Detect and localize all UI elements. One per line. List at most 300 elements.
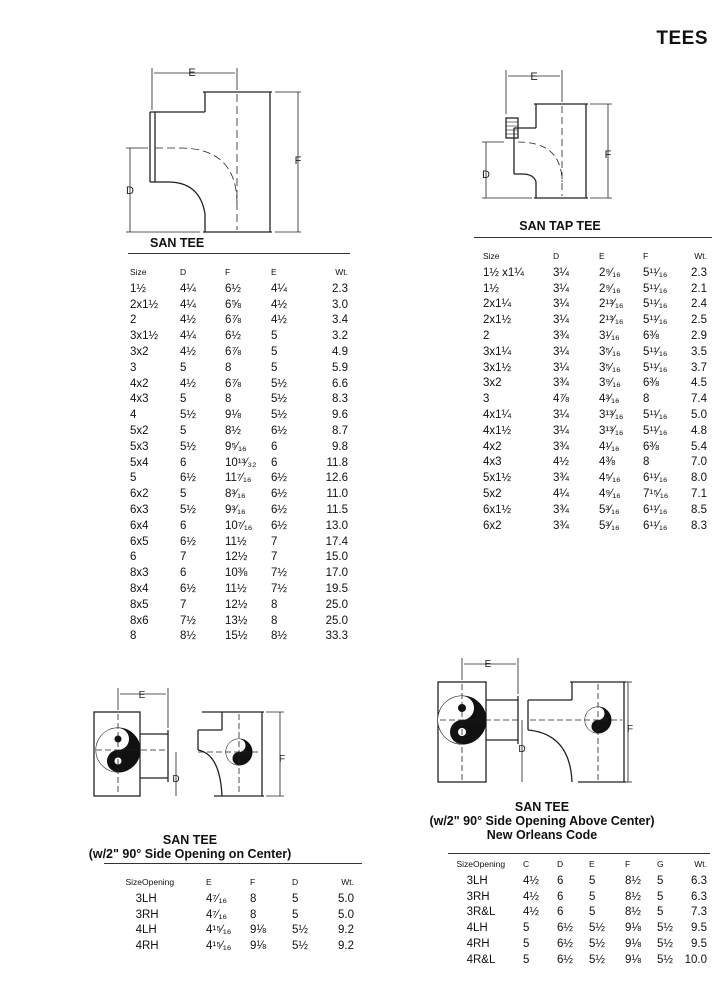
table-cell: 9⅛ bbox=[250, 924, 266, 937]
table-row bbox=[130, 439, 348, 455]
table-cell: 4x3 bbox=[483, 456, 502, 469]
table-row bbox=[483, 486, 707, 502]
d-dim-label: D bbox=[482, 169, 490, 181]
column-header: E bbox=[206, 877, 212, 887]
table-cell: 4¹⁵⁄₁₆ bbox=[206, 924, 232, 937]
table-cell: 11.0 bbox=[326, 488, 348, 501]
san-tee-side-center-diagram bbox=[84, 686, 304, 816]
table-row bbox=[130, 550, 348, 566]
table-cell: 8.5 bbox=[691, 503, 707, 516]
table-cell: 6 bbox=[130, 551, 137, 564]
table-cell: 5 bbox=[589, 874, 596, 887]
table-cell: 5½ bbox=[657, 922, 673, 935]
table-cell: 9.5 bbox=[691, 922, 707, 935]
table-cell: 6⅞ bbox=[225, 346, 241, 359]
table-cell: 6½ bbox=[557, 938, 573, 951]
table-cell: 8½ bbox=[625, 890, 641, 903]
d-dim-label: D bbox=[172, 774, 180, 785]
table-cell: 3¾ bbox=[553, 330, 569, 343]
e-dim-label: E bbox=[530, 71, 538, 83]
table-cell: 6½ bbox=[271, 504, 287, 517]
table-cell: 8 bbox=[250, 892, 257, 905]
table-cell: 2.5 bbox=[691, 314, 707, 327]
table-row bbox=[130, 407, 348, 423]
column-header: Wt. bbox=[694, 251, 707, 261]
table-cell: 15½ bbox=[225, 630, 248, 643]
table-cell: 7¹⁵⁄₁₆ bbox=[643, 488, 669, 501]
table-cell: 6.3 bbox=[691, 890, 707, 903]
table-row bbox=[483, 281, 707, 297]
table-cell: 8 bbox=[271, 598, 278, 611]
table-cell: 4 bbox=[130, 409, 137, 422]
table-cell: 5 bbox=[523, 938, 530, 951]
table-cell: 3⁹⁄₁₆ bbox=[599, 377, 621, 390]
table-cell: 5½ bbox=[292, 924, 308, 937]
table-row bbox=[108, 891, 354, 907]
table-cell: 4¼ bbox=[180, 282, 196, 295]
column-header: Size bbox=[130, 267, 147, 277]
table-cell: 6x4 bbox=[130, 519, 149, 532]
column-header: Wt. bbox=[341, 877, 354, 887]
table-cell: 6⅞ bbox=[225, 377, 241, 390]
san-tee-side-center-table bbox=[108, 877, 354, 954]
table-row bbox=[130, 313, 348, 329]
san-tap-tee-diagram bbox=[476, 70, 626, 210]
table-row bbox=[483, 502, 707, 518]
table-cell: 6½ bbox=[225, 282, 241, 295]
table-row bbox=[130, 581, 348, 597]
table-cell: RH bbox=[473, 890, 490, 903]
san-tee-side-above-caption bbox=[410, 800, 674, 842]
table-cell: 7.3 bbox=[691, 906, 707, 919]
table-row bbox=[108, 938, 354, 954]
table-cell: 5¹¹⁄₁₆ bbox=[643, 409, 668, 422]
table-row bbox=[483, 439, 707, 455]
table-cell: 5¹¹⁄₁₆ bbox=[643, 361, 668, 374]
table-row bbox=[451, 936, 707, 952]
table-cell: 2x1½ bbox=[483, 314, 512, 327]
table-cell: 1½ bbox=[483, 282, 499, 295]
table-cell: 11⁷⁄₁₆ bbox=[225, 472, 252, 485]
table-cell: 33.3 bbox=[325, 630, 348, 643]
table-row bbox=[483, 455, 707, 471]
table-cell: 3 bbox=[135, 892, 142, 905]
f-dim-label: F bbox=[604, 149, 612, 161]
table-cell: 4 bbox=[466, 922, 473, 935]
table-row bbox=[483, 344, 707, 360]
table-cell: 5 bbox=[180, 361, 187, 374]
table-cell: 9⅛ bbox=[625, 953, 641, 966]
table-cell: 5.0 bbox=[338, 892, 354, 905]
table-cell: 6 bbox=[180, 456, 187, 469]
table-cell: 2⁹⁄₁₆ bbox=[599, 266, 621, 279]
table-cell: 5¹¹⁄₁₆ bbox=[643, 314, 668, 327]
table-row bbox=[483, 360, 707, 376]
table-cell: 2.3 bbox=[332, 282, 348, 295]
table-row bbox=[483, 470, 707, 486]
table-cell: 5¹¹⁄₁₆ bbox=[643, 298, 668, 311]
table-cell: 9⁵⁄₁₆ bbox=[225, 440, 247, 453]
table-cell: 9⅛ bbox=[250, 940, 266, 953]
table-cell: 6 bbox=[557, 906, 564, 919]
table-row bbox=[130, 423, 348, 439]
table-cell: 10⅜ bbox=[225, 567, 248, 580]
table-cell: 5 bbox=[180, 393, 187, 406]
table-cell: 25.0 bbox=[325, 614, 348, 627]
table-cell: 6½ bbox=[557, 922, 573, 935]
table-cell: 4x2 bbox=[483, 440, 502, 453]
table-header-row bbox=[483, 251, 707, 265]
table-cell: 1½ x1¼ bbox=[483, 266, 524, 279]
san-tee-side-center-rule bbox=[104, 863, 362, 864]
table-cell: 5.0 bbox=[691, 409, 707, 422]
table-cell: 8x3 bbox=[130, 567, 149, 580]
table-cell: 8³⁄₁₆ bbox=[225, 488, 246, 501]
table-row bbox=[130, 597, 348, 613]
table-cell: 5 bbox=[523, 953, 530, 966]
table-row bbox=[451, 873, 707, 889]
table-row bbox=[130, 328, 348, 344]
table-cell: 3⁵⁄₁₆ bbox=[599, 345, 621, 358]
san-tee-side-above-table bbox=[451, 859, 707, 968]
table-cell: 25.0 bbox=[325, 598, 348, 611]
table-cell: 4½ bbox=[553, 456, 569, 469]
table-cell: 5½ bbox=[589, 922, 605, 935]
table-cell: 6½ bbox=[180, 583, 196, 596]
table-cell: 3 bbox=[466, 906, 473, 919]
table-cell: 3¹³⁄₁₆ bbox=[599, 424, 624, 437]
table-cell: 5.9 bbox=[332, 361, 348, 374]
table-cell: 3x1¼ bbox=[483, 345, 512, 358]
table-cell: 8x5 bbox=[130, 598, 149, 611]
table-cell: 2⁹⁄₁₆ bbox=[599, 282, 621, 295]
column-header: Size bbox=[483, 251, 500, 261]
column-header: C bbox=[523, 859, 530, 869]
table-cell: 5 bbox=[589, 890, 596, 903]
table-row bbox=[483, 391, 707, 407]
table-cell: 8 bbox=[130, 630, 137, 643]
table-cell: 9.6 bbox=[332, 409, 348, 422]
table-row bbox=[130, 360, 348, 376]
table-cell: 2 bbox=[483, 330, 490, 343]
table-cell: 4 bbox=[135, 940, 142, 953]
caption-line-2: (w/2" 90° Side Opening Above Center) bbox=[429, 814, 655, 828]
table-cell: 3¹³⁄₁₆ bbox=[599, 409, 624, 422]
table-cell: 5x1½ bbox=[483, 472, 512, 485]
table-row bbox=[130, 376, 348, 392]
table-cell: 3 bbox=[135, 908, 142, 921]
table-cell: 3¾ bbox=[553, 377, 569, 390]
table-cell: 6⅞ bbox=[225, 314, 241, 327]
table-cell: LH bbox=[142, 924, 157, 937]
table-cell: 4.5 bbox=[691, 377, 707, 390]
column-header: E bbox=[271, 267, 277, 277]
column-header: F bbox=[250, 877, 256, 887]
table-cell: 4¼ bbox=[180, 330, 196, 343]
table-cell: 3¼ bbox=[553, 409, 569, 422]
table-cell: 4⅜ bbox=[599, 456, 615, 469]
column-header: F bbox=[225, 267, 231, 277]
table-cell: 3x1½ bbox=[483, 361, 512, 374]
table-cell: 4⅞ bbox=[553, 393, 569, 406]
table-header-row bbox=[108, 877, 354, 891]
table-cell: 3⁵⁄₁₆ bbox=[599, 361, 621, 374]
table-cell: 6x5 bbox=[130, 535, 149, 548]
table-cell: 8½ bbox=[180, 630, 196, 643]
table-cell: 6½ bbox=[557, 953, 573, 966]
table-cell: 10⁷⁄₁₆ bbox=[225, 519, 253, 532]
table-cell: LH bbox=[473, 874, 488, 887]
table-cell: 4½ bbox=[523, 874, 539, 887]
column-header: Opening bbox=[473, 859, 506, 869]
table-cell: 6.3 bbox=[691, 874, 707, 887]
table-row bbox=[483, 518, 707, 534]
column-header: Size bbox=[125, 877, 142, 887]
table-cell: 4 bbox=[466, 953, 473, 966]
caption-line-1: SAN TEE bbox=[162, 833, 218, 847]
table-cell: RH bbox=[142, 908, 159, 921]
caption-line-1: SAN TEE bbox=[514, 800, 570, 814]
table-cell: 6x2 bbox=[483, 519, 502, 532]
table-row bbox=[483, 328, 707, 344]
table-cell: 6 bbox=[271, 456, 278, 469]
table-row bbox=[130, 502, 348, 518]
table-row bbox=[483, 312, 707, 328]
table-cell: 3¼ bbox=[553, 361, 569, 374]
table-cell: 12½ bbox=[225, 598, 248, 611]
table-cell: 5.0 bbox=[338, 908, 354, 921]
table-cell: 10.0 bbox=[684, 953, 707, 966]
table-cell: 6¹¹⁄₁₆ bbox=[643, 503, 668, 516]
table-cell: 8 bbox=[250, 908, 257, 921]
table-cell: 17.0 bbox=[325, 567, 348, 580]
table-cell: 5½ bbox=[180, 504, 196, 517]
table-cell: 8.7 bbox=[332, 425, 348, 438]
table-cell: 4½ bbox=[523, 890, 539, 903]
column-header: Wt. bbox=[694, 859, 707, 869]
caption-line-2: (w/2" 90° Side Opening on Center) bbox=[88, 847, 292, 861]
table-cell: 4 bbox=[466, 938, 473, 951]
table-cell: 8 bbox=[225, 393, 232, 406]
table-cell: 5³⁄₁₆ bbox=[599, 503, 620, 516]
table-cell: 5¹¹⁄₁₆ bbox=[643, 345, 668, 358]
table-cell: 4¹⁄₁₆ bbox=[599, 440, 620, 453]
table-cell: 5³⁄₁₆ bbox=[599, 519, 620, 532]
table-cell: 5 bbox=[292, 908, 299, 921]
table-cell: 4⁵⁄₁₆ bbox=[599, 472, 621, 485]
table-cell: 10¹³⁄₃₂ bbox=[225, 456, 257, 469]
e-dim-label: E bbox=[188, 67, 196, 79]
table-cell: 6.6 bbox=[332, 377, 348, 390]
table-cell: 9⅛ bbox=[625, 922, 641, 935]
table-cell: 3.4 bbox=[332, 314, 348, 327]
table-cell: RH bbox=[473, 938, 490, 951]
table-cell: 6x1½ bbox=[483, 503, 512, 516]
table-cell: 11.8 bbox=[326, 456, 348, 469]
table-cell: 5¹¹⁄₁₆ bbox=[643, 424, 668, 437]
table-cell: 5½ bbox=[292, 940, 308, 953]
table-cell: 3 bbox=[466, 874, 473, 887]
table-cell: 3¼ bbox=[553, 345, 569, 358]
column-header: Size bbox=[456, 859, 473, 869]
table-cell: 6x2 bbox=[130, 488, 149, 501]
table-cell: 5x2 bbox=[130, 425, 149, 438]
table-cell: 6⅝ bbox=[225, 298, 241, 311]
table-cell: 11½ bbox=[225, 535, 247, 548]
table-row bbox=[130, 455, 348, 471]
san-tap-tee-table bbox=[483, 251, 707, 534]
table-cell: 4⁹⁄₁₆ bbox=[599, 488, 621, 501]
table-cell: 19.5 bbox=[325, 583, 348, 596]
table-cell: 8 bbox=[643, 393, 650, 406]
table-cell: 3x1½ bbox=[130, 330, 159, 343]
table-cell: 6½ bbox=[180, 472, 196, 485]
table-cell: 8.3 bbox=[332, 393, 348, 406]
table-cell: 3¾ bbox=[553, 440, 569, 453]
table-cell: RH bbox=[142, 940, 159, 953]
table-row bbox=[130, 534, 348, 550]
column-header: E bbox=[599, 251, 605, 261]
table-cell: 5½ bbox=[271, 393, 287, 406]
table-cell: 7 bbox=[180, 598, 187, 611]
table-row bbox=[130, 486, 348, 502]
table-cell: 8.3 bbox=[691, 519, 707, 532]
table-cell: 3¾ bbox=[553, 519, 569, 532]
column-header: D bbox=[292, 877, 299, 887]
table-cell: 3 bbox=[130, 361, 137, 374]
table-cell: 9.2 bbox=[338, 924, 354, 937]
column-header: D bbox=[553, 251, 560, 261]
table-cell: 3x2 bbox=[483, 377, 502, 390]
table-cell: 4.8 bbox=[691, 424, 707, 437]
table-cell: 5 bbox=[130, 472, 137, 485]
table-cell: 3x2 bbox=[130, 346, 149, 359]
column-header: D bbox=[557, 859, 564, 869]
f-dim-label: F bbox=[626, 724, 634, 735]
table-cell: 9.8 bbox=[332, 440, 348, 453]
column-header: F bbox=[625, 859, 631, 869]
table-cell: 3.2 bbox=[332, 330, 348, 343]
table-cell: 5 bbox=[271, 346, 278, 359]
table-cell: 2x1¼ bbox=[483, 298, 512, 311]
table-row bbox=[451, 952, 707, 968]
table-cell: 8½ bbox=[625, 874, 641, 887]
table-cell: 7 bbox=[180, 551, 187, 564]
table-cell: 5½ bbox=[657, 938, 673, 951]
table-cell: 6⅜ bbox=[643, 330, 659, 343]
table-cell: 8.0 bbox=[691, 472, 707, 485]
table-cell: R&L bbox=[473, 906, 496, 919]
table-row bbox=[451, 920, 707, 936]
table-cell: 11.5 bbox=[326, 504, 348, 517]
table-row bbox=[130, 297, 348, 313]
table-cell: 4 bbox=[135, 924, 142, 937]
d-dim-label: D bbox=[126, 185, 134, 197]
table-cell: 7½ bbox=[271, 567, 287, 580]
table-cell: 7.1 bbox=[691, 488, 707, 501]
san-tap-tee-rule bbox=[474, 237, 712, 238]
table-row bbox=[130, 344, 348, 360]
table-cell: 4x2 bbox=[130, 377, 149, 390]
table-cell: 7½ bbox=[271, 583, 287, 596]
table-cell: 9⅛ bbox=[225, 409, 241, 422]
table-cell: 3¼ bbox=[553, 298, 569, 311]
table-cell: 4½ bbox=[271, 298, 287, 311]
table-row bbox=[130, 392, 348, 408]
table-cell: 5 bbox=[271, 330, 278, 343]
table-cell: 6½ bbox=[180, 535, 196, 548]
table-cell: 4¼ bbox=[180, 298, 196, 311]
table-cell: 2.3 bbox=[691, 266, 707, 279]
table-row bbox=[108, 923, 354, 939]
f-dim-label: F bbox=[278, 754, 286, 765]
table-cell: 9.5 bbox=[691, 938, 707, 951]
table-cell: 8½ bbox=[625, 906, 641, 919]
table-cell: 5 bbox=[271, 361, 278, 374]
table-row bbox=[483, 423, 707, 439]
table-cell: 12½ bbox=[225, 551, 248, 564]
table-cell: 4¼ bbox=[271, 282, 287, 295]
table-cell: 3¹⁄₁₆ bbox=[599, 330, 620, 343]
table-cell: 13½ bbox=[225, 614, 248, 627]
table-cell: 4x1¼ bbox=[483, 409, 512, 422]
table-cell: LH bbox=[473, 922, 488, 935]
table-cell: 4¹⁵⁄₁₆ bbox=[206, 940, 232, 953]
column-header: Opening bbox=[142, 877, 175, 887]
table-row bbox=[130, 565, 348, 581]
table-cell: 6 bbox=[557, 890, 564, 903]
table-cell: 8 bbox=[271, 614, 278, 627]
table-cell: 5½ bbox=[180, 409, 196, 422]
column-header: F bbox=[643, 251, 649, 261]
table-cell: 2.9 bbox=[691, 330, 707, 343]
table-cell: 7 bbox=[271, 551, 278, 564]
table-row bbox=[483, 265, 707, 281]
table-cell: 4½ bbox=[180, 346, 196, 359]
table-cell: 5 bbox=[180, 425, 187, 438]
table-cell: 5 bbox=[657, 890, 664, 903]
table-row bbox=[451, 889, 707, 905]
e-dim-label: E bbox=[138, 690, 146, 701]
table-cell: 2.4 bbox=[691, 298, 707, 311]
table-cell: 8 bbox=[225, 361, 232, 374]
table-cell: 2.1 bbox=[691, 282, 707, 295]
table-cell: 5½ bbox=[271, 377, 287, 390]
table-cell: 6x3 bbox=[130, 504, 149, 517]
table-cell: 4⁷⁄₁₆ bbox=[206, 908, 227, 921]
table-cell: 7½ bbox=[180, 614, 196, 627]
table-row bbox=[483, 407, 707, 423]
column-header: D bbox=[180, 267, 187, 277]
table-cell: 4³⁄₁₆ bbox=[599, 393, 620, 406]
table-cell: 5 bbox=[292, 892, 299, 905]
san-tee-side-above-rule bbox=[448, 853, 710, 854]
table-cell: R&L bbox=[473, 953, 496, 966]
table-cell: 4½ bbox=[180, 314, 196, 327]
table-cell: 6½ bbox=[225, 330, 241, 343]
table-cell: 6 bbox=[180, 519, 187, 532]
table-cell: 3¾ bbox=[553, 503, 569, 516]
table-cell: 5 bbox=[657, 906, 664, 919]
table-cell: 3¼ bbox=[553, 314, 569, 327]
page-title: TEES bbox=[656, 28, 708, 49]
table-cell: 5½ bbox=[589, 953, 605, 966]
table-cell: 6¹¹⁄₁₆ bbox=[643, 472, 668, 485]
san-tap-tee-caption: SAN TAP TEE bbox=[519, 219, 601, 233]
table-cell: 17.4 bbox=[325, 535, 348, 548]
table-cell: 8½ bbox=[271, 630, 287, 643]
table-cell: 4½ bbox=[523, 906, 539, 919]
